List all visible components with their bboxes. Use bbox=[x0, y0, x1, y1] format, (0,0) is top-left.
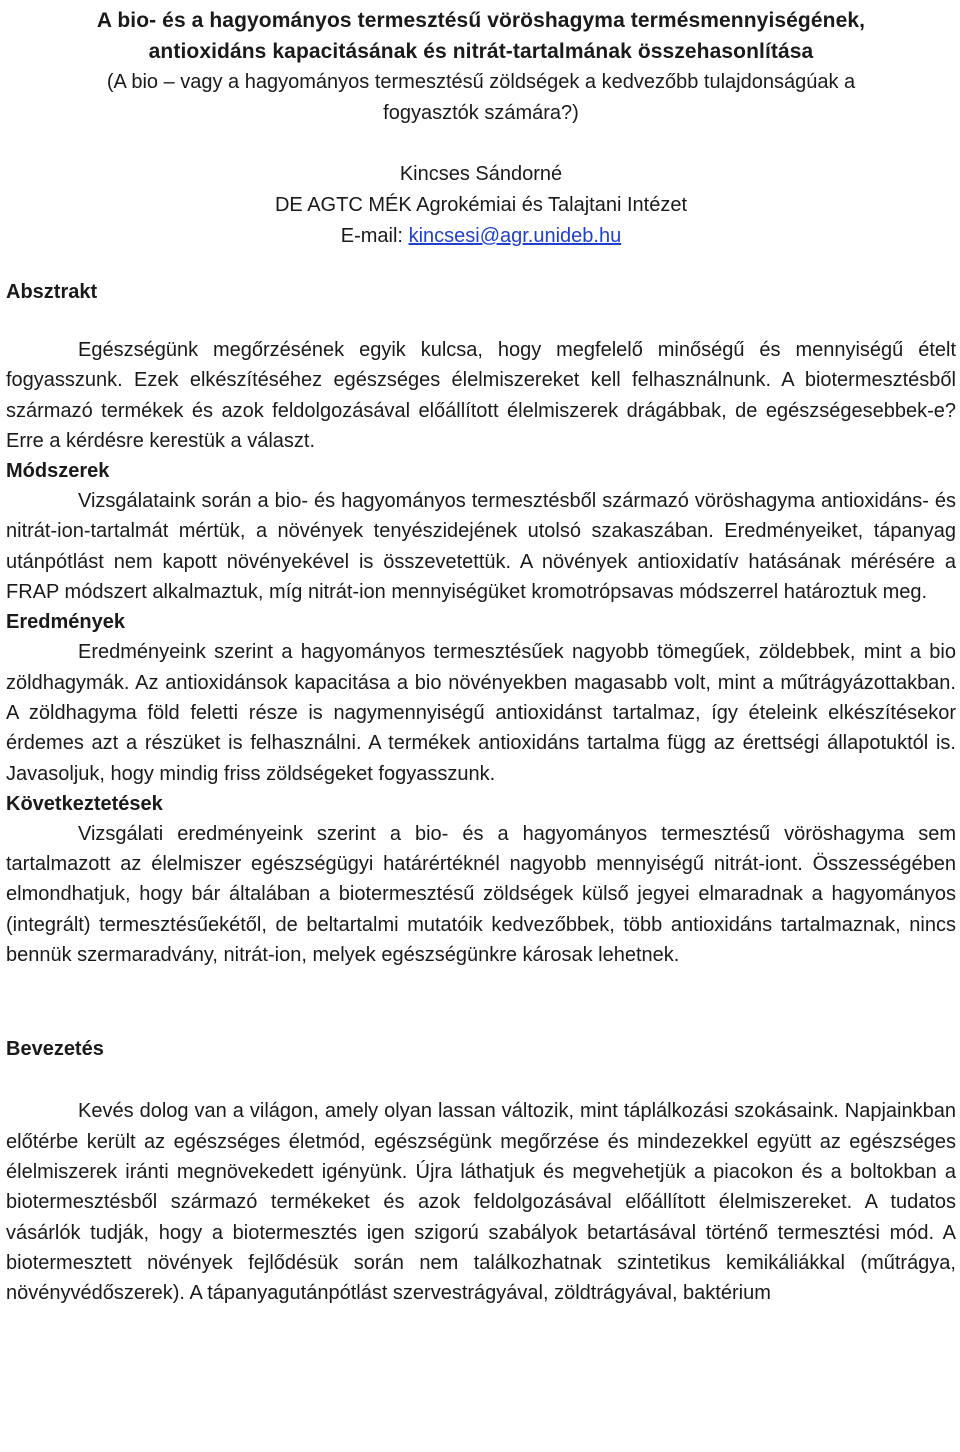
conclusions-heading: Következtetések bbox=[6, 792, 163, 815]
author-name: Kincses Sándorné bbox=[399, 163, 563, 185]
conclusions-paragraph: Vizsgálati eredményeink szerint a bio- és a hagyományos termesztésű vöröshagyma sem tartalmazott az élelmiszer egészségügyi határértéknél nagyobb mennyiségű nitrát-iont. Összességében elmondhatjuk, hogy bár általában a biotermesztésű zöldségek külső jegyei elmaradnak a hagyományos (integrált) termesztésűekétől, de beltartalmi mutatóik kedvezőbbek, több antioxidáns tartalmaznak, nincs bennük szermaradvány, nitrát-ion, melyek egészségünkre károsak lehetnek. bbox=[6, 822, 956, 967]
paper-subtitle-line-2: fogyasztók számára?) bbox=[383, 102, 579, 124]
paper-subtitle-line-1: (A bio – vagy a hagyományos termesztésű zöldségek a kedvezőbb tulajdonságúak a bbox=[106, 71, 856, 93]
methods-heading: Módszerek bbox=[6, 460, 110, 483]
introduction-heading: Bevezetés bbox=[6, 1038, 104, 1061]
paper-subtitle bbox=[6, 67, 956, 129]
author-block bbox=[6, 159, 956, 252]
methods-paragraph: Vizsgálataink során a bio- és hagyományos termesztésből származó vöröshagyma antioxidáns- és nitrát-ion-tartalmát mértük, a növények tenyészidejének utolsó szakaszában. Eredményeiket, tápanyag utánpótlást nem kapott növényekével is összevetettük. A növények antioxidatív hatásának mérésére a FRAP módszert alkalmaztuk, míg nitrát-ion mennyiségüket kromotrópsavas módszerrel határoztuk meg. bbox=[6, 490, 956, 604]
author-email bbox=[6, 221, 956, 252]
email-link[interactable]: kincsesi@agr.unideb.hu bbox=[408, 225, 622, 247]
results-heading: Eredmények bbox=[6, 611, 125, 634]
paper-title-line-2: antioxidáns kapacitásának és nitrát-tartalmának összehasonlítása bbox=[148, 40, 814, 63]
abstract-intro-paragraph: Egészségünk megőrzésének egyik kulcsa, hogy megfelelő minőségű és mennyiségű ételt fogyasszunk. Ezek elkészítéséhez egészséges élelmiszereket kell felhasználnunk. A biotermesztésből származó termékek és azok feldolgozásával előállított élelmiszerek drágábbak, de egészségesebbek-e? Erre a kérdésre kerestük a választ. bbox=[6, 339, 956, 452]
author-institution: DE AGTC MÉK Agrokémiai és Talajtani Intézet bbox=[274, 194, 688, 216]
introduction-paragraph: Kevés dolog van a világon, amely olyan lassan változik, mint táplálkozási szokásaink. Napjainkban előtérbe került az egészséges életmód, egészségünk megőrzése és mindezekkel együtt az egészséges élelmiszerek iránti megnövekedett igényünk. Újra láthatjuk és megvehetjük a piacokon és a boltokban a biotermesztésből származó termékeket és azok feldolgozásával előállított élelmiszereket. A tudatos vásárlók tudják, hogy a biotermesztés igen szigorú szabályok betartásával történő termesztési mód. A biotermesztett növények fejlődésük során nem találkozhatnak szintetikus kemikáliákkal (műtrágya, növényvédőszerek). A tápanyagutánpótlást szervestrágyával, zöldtrágyával, baktérium bbox=[6, 1100, 956, 1305]
title-block bbox=[6, 5, 956, 129]
paper-title bbox=[6, 5, 956, 67]
results-paragraph: Eredményeink szerint a hagyományos termesztésűek nagyobb tömegűek, zöldebbek, mint a bio zöldhagymák. Az antioxidánsok kapacitása a bio növényekben magasabb volt, mint a műtrágyázottakban. A zöldhagyma föld feletti része is nagymennyiségű antioxidánst tartalmaz, így ételeink elkészítésekor érdemes azt a részüket is felhasználni. A termékek antioxidáns tartalma függ az érettségi állapotuktól is. Javasoljuk, hogy mindig friss zöldségeket fogyasszunk. bbox=[6, 641, 956, 785]
email-label: E-mail: bbox=[340, 225, 409, 247]
paper-title-line-1: A bio- és a hagyományos termesztésű vöröshagyma termésmennyiségének, bbox=[96, 9, 866, 32]
document-page bbox=[6, 0, 956, 1308]
abstract-heading: Absztrakt bbox=[6, 281, 98, 303]
